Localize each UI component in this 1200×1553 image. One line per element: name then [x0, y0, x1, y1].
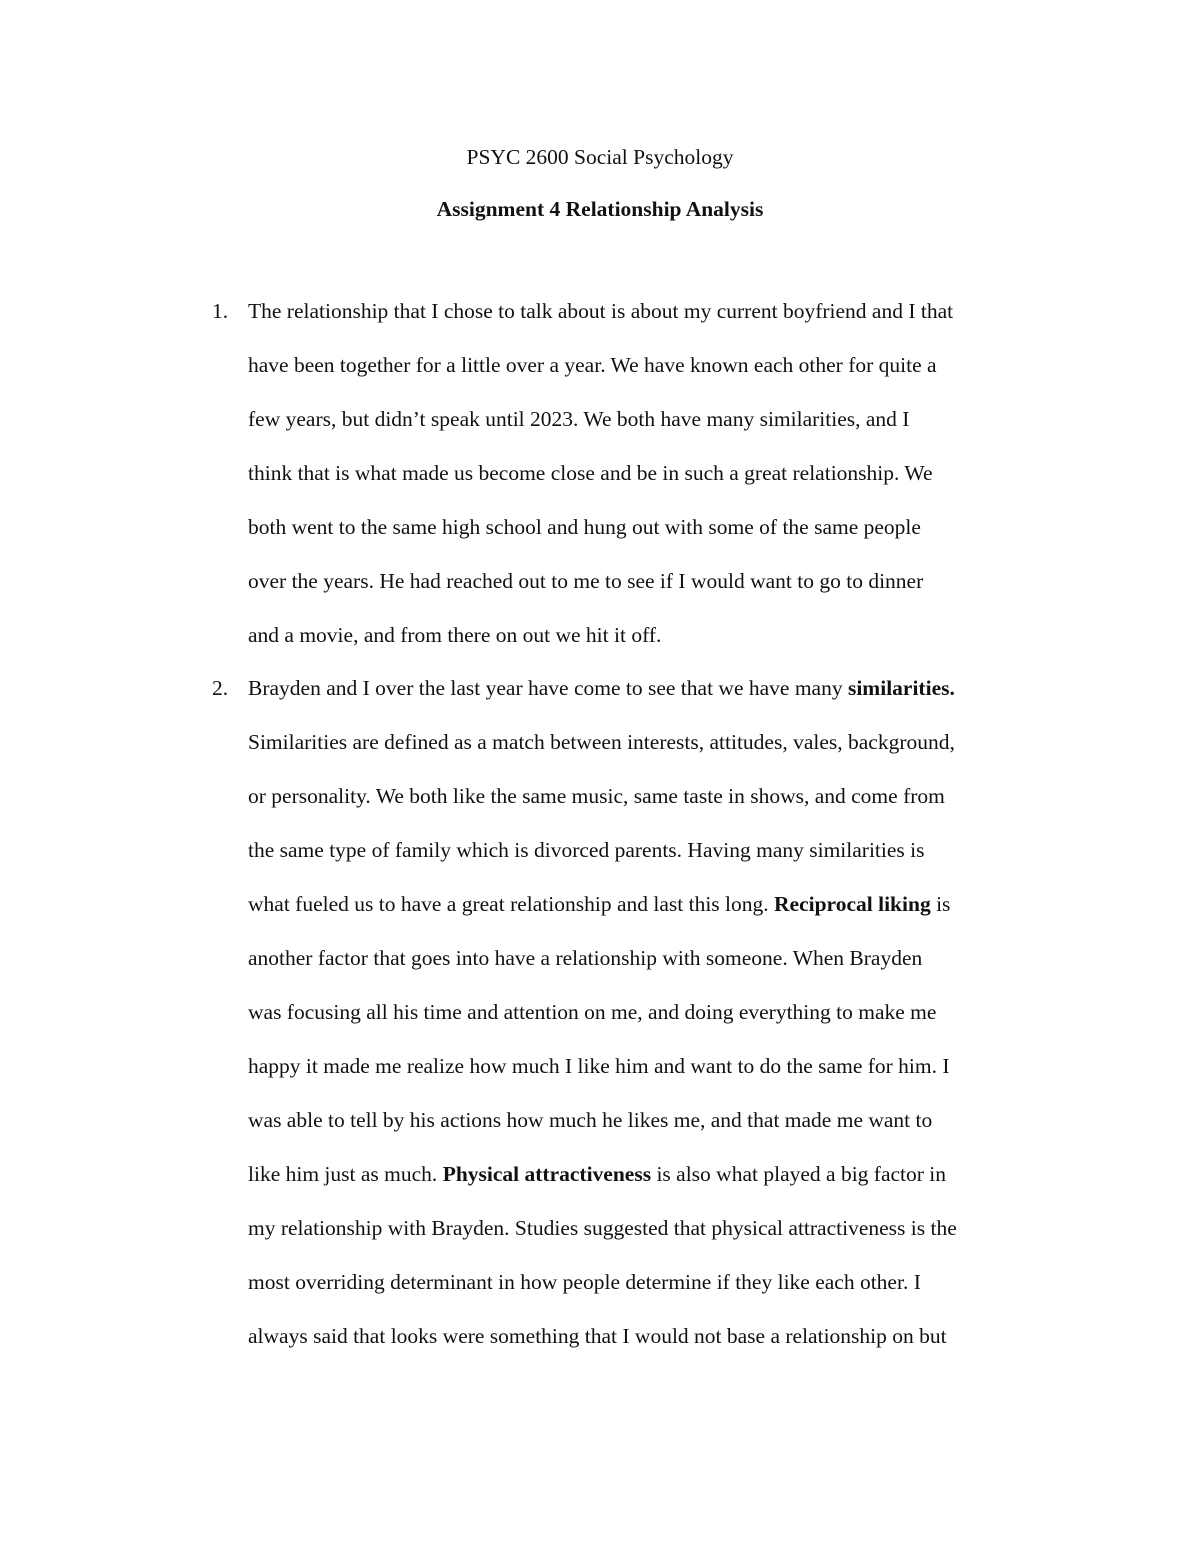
line-text: Brayden and I over the last year have come to see that we have many — [248, 676, 848, 700]
paragraph-line: my relationship with Brayden. Studies suggested that physical attractiveness is the — [248, 1216, 957, 1240]
paragraph-line: and a movie, and from there on out we hit it off. — [248, 623, 662, 647]
paragraph-line: happy it made me realize how much I like him and want to do the same for him. I — [248, 1054, 950, 1078]
paragraph-line: another factor that goes into have a relationship with someone. When Brayden — [248, 946, 923, 970]
list-item-2 — [212, 661, 1033, 1363]
paragraph-line: have been together for a little over a year. We have known each other for quite a — [248, 353, 937, 377]
paragraph-line — [248, 661, 1033, 715]
list-number-2: 2. — [212, 676, 229, 700]
paragraph-line: was focusing all his time and attention on me, and doing everything to make me — [248, 1000, 937, 1024]
line-text: like him just as much. — [248, 1162, 443, 1186]
line-text: what fueled us to have a great relationship and last this long. — [248, 892, 775, 916]
line-text: is — [930, 892, 951, 916]
paragraph-line: think that is what made us become close and be in such a great relationship. We — [248, 461, 933, 485]
paragraph-line: always said that looks were something that I would not base a relationship on but — [248, 1324, 947, 1348]
paragraph-line: or personality. We both like the same music, same taste in shows, and come from — [248, 784, 945, 808]
paragraph-line: The relationship that I chose to talk about is about my current boyfriend and I that — [248, 299, 954, 323]
term-similarities: similarities. — [847, 676, 955, 700]
term-reciprocal-liking: Reciprocal liking — [774, 892, 931, 916]
line-text: is also what played a big factor in — [651, 1162, 947, 1186]
list-number-1: 1. — [212, 299, 229, 323]
assignment-title: Assignment 4 Relationship Analysis — [436, 197, 764, 221]
paragraph-line — [248, 1147, 1033, 1201]
paragraph-line — [248, 877, 1033, 931]
paragraph-line: few years, but didn’t speak until 2023. We both have many similarities, and I — [248, 407, 910, 431]
term-physical-attractiveness: Physical attractiveness — [442, 1162, 652, 1186]
paragraph-line: most overriding determinant in how people determine if they like each other. I — [248, 1270, 921, 1294]
paragraph-line: the same type of family which is divorced parents. Having many similarities is — [248, 838, 925, 862]
paragraph-line: Similarities are defined as a match between interests, attitudes, vales, background, — [248, 730, 955, 754]
course-title: PSYC 2600 Social Psychology — [466, 145, 734, 169]
list-item-1 — [212, 284, 1033, 662]
paragraph-line: both went to the same high school and hung out with some of the same people — [248, 515, 921, 539]
paragraph-line: over the years. He had reached out to me to see if I would want to go to dinner — [248, 569, 924, 593]
paragraph-line: was able to tell by his actions how much he likes me, and that made me want to — [248, 1108, 933, 1132]
